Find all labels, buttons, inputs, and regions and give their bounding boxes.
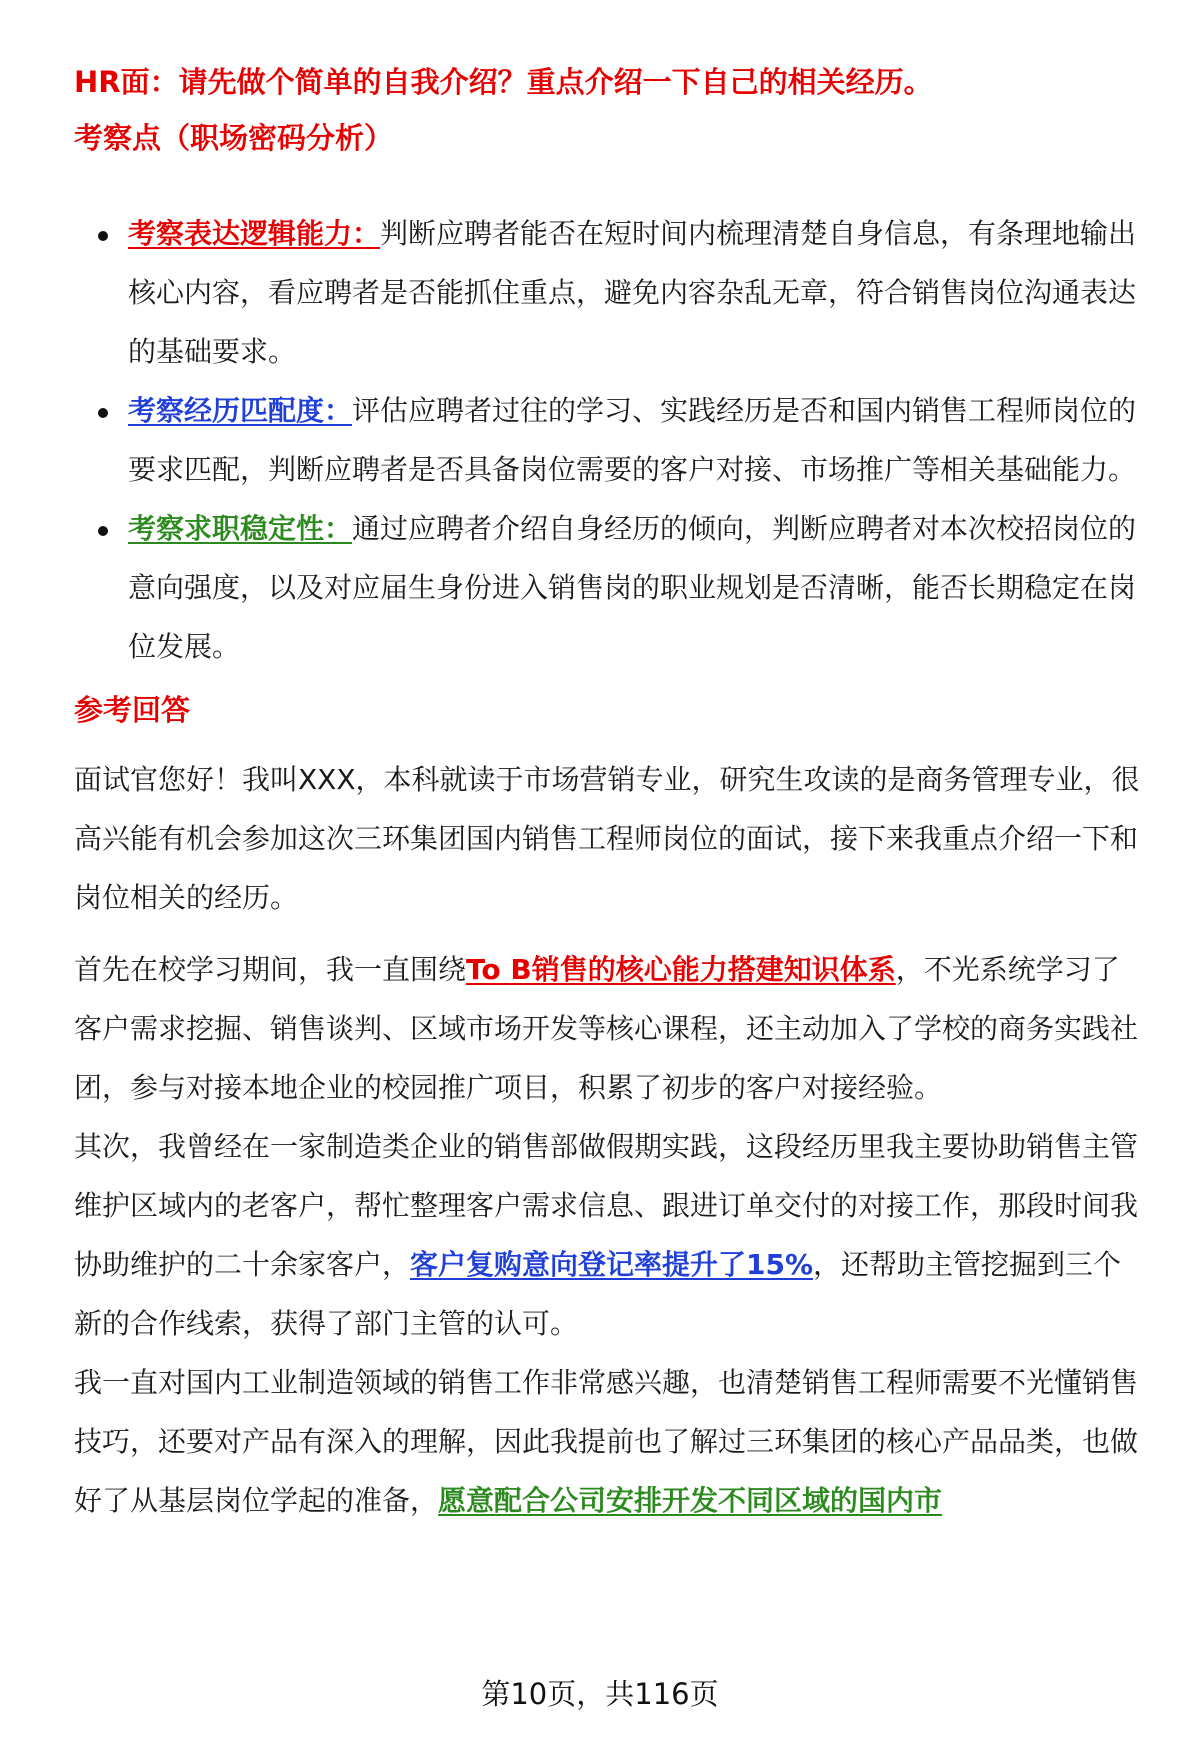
highlight-text: 客户复购意向登记率提升了15% [410,1248,814,1281]
point-item [74,381,1144,499]
point-text: 通过应聘者介绍自身经历的倾向，判断应聘者对本次校招岗位的意向强度，以及对应届生身份进入销售岗的职业规划是否清晰，能否长期稳定在岗位发展。 [128,512,1137,663]
answer-section-title: 参考回答 [74,693,191,727]
answer-paragraph-practice: 其次，我曾经在一家制造类企业的销售部做假期实践，这段经历里我主要协助销售主管维护区域内的老客户，帮忙整理客户需求信息、跟进订单交付的对接工作，那段时间我协助维护的二十余家客户，客户复购意向登记率提升了15%，还帮助主管挖掘到三个新的合作线索，获得了部门主管的认可。 [74,1130,1139,1340]
point-label: 考察求职稳定性： [128,512,353,545]
points-list [74,204,1144,676]
highlight-text: 愿意配合公司安排开发不同区域的国内市 [438,1484,943,1517]
point-text: 判断应聘者能否在短时间内梳理清楚自身信息，有条理地输出核心内容，看应聘者是否能抓住重点，避免内容杂乱无章，符合销售岗位沟通表达的基础要求。 [128,217,1137,368]
point-label: 考察表达逻辑能力： [128,217,381,250]
page-number-footer: 第10页，共116页 [481,1677,719,1711]
answer-paragraph-motivation: 我一直对国内工业制造领域的销售工作非常感兴趣，也清楚销售工程师需要不光懂销售技巧，还要对产品有深入的理解，因此我提前也了解过三环集团的核心产品品类，也做好了从基层岗位学起的准备，愿意配合公司安排开发不同区域的国内市 [74,1366,1139,1517]
point-item [74,499,1144,676]
bullet-dot-icon [98,526,108,536]
question-heading: HR面：请先做个简单的自我介绍？重点介绍一下自己的相关经历。 [74,65,933,99]
point-item [74,204,1144,381]
points-section-title: 考察点（职场密码分析） [74,121,394,155]
answer-paragraph-intro: 面试官您好！我叫XXX，本科就读于市场营销专业，研究生攻读的是商务管理专业，很高兴能有机会参加这次三环集团国内销售工程师岗位的面试，接下来我重点介绍一下和岗位相关的经历。 [74,763,1140,914]
answer-paragraph-study: 首先在校学习期间，我一直围绕To B销售的核心能力搭建知识体系，不光系统学习了客户需求挖掘、销售谈判、区域市场开发等核心课程，还主动加入了学校的商务实践社团，参与对接本地企业的校园推广项目，积累了初步的客户对接经验。 [74,953,1139,1104]
bullet-dot-icon [98,408,108,418]
point-label: 考察经历匹配度： [128,394,353,427]
bullet-dot-icon [98,231,108,241]
point-text: 评估应聘者过往的学习、实践经历是否和国内销售工程师岗位的要求匹配，判断应聘者是否具备岗位需要的客户对接、市场推广等相关基础能力。 [128,394,1137,486]
highlight-text: To B销售的核心能力搭建知识体系 [466,953,896,986]
